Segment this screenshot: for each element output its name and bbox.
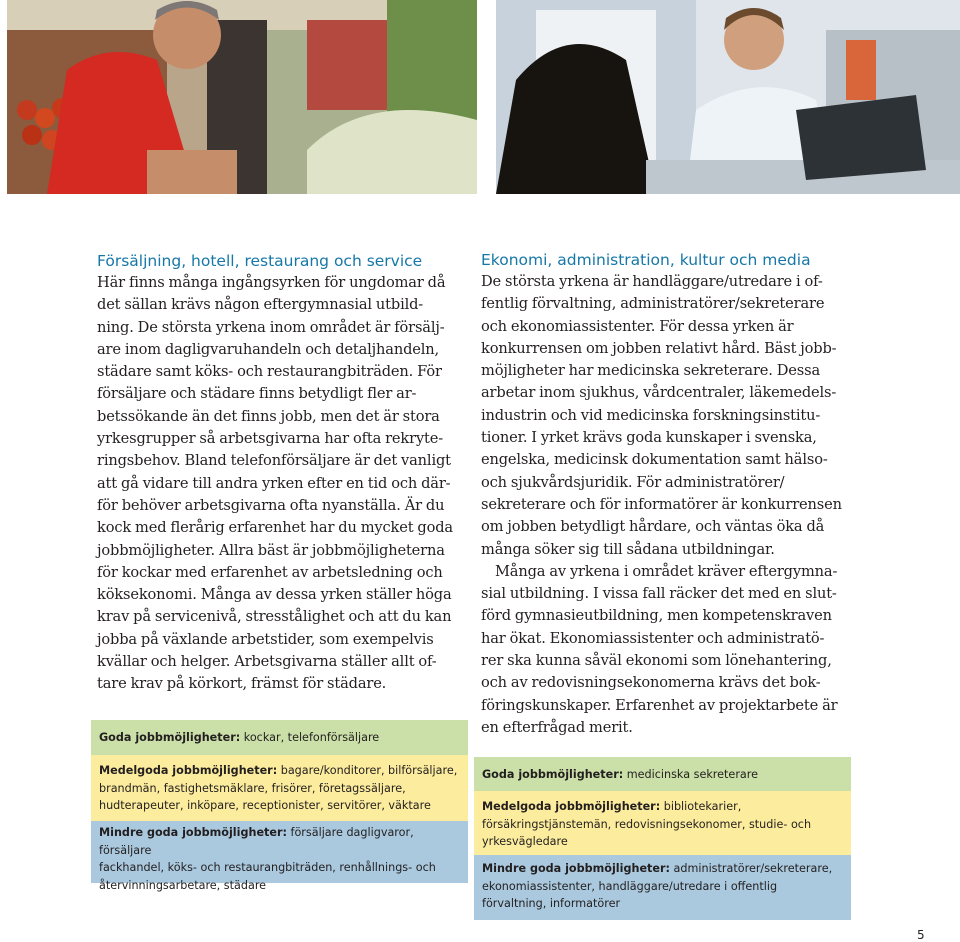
photo-office-reception bbox=[496, 0, 960, 194]
fewer-opportunities-box: Mindre goda jobbmöjligheter: administratörer/sekreterare, ekonomiassistenter, handläggare/utredare i offentlig förvaltning, informatörer bbox=[474, 855, 851, 920]
good-opportunities-box: Goda jobbmöjligheter: medicinska sekreterare bbox=[474, 757, 851, 791]
page-number: 5 bbox=[917, 928, 925, 942]
section-sales-hotel-restaurant bbox=[97, 250, 469, 696]
section-heading: Försäljning, hotell, restaurang och service bbox=[97, 252, 423, 270]
medium-opportunities-box: Medelgoda jobbmöjligheter: bibliotekarier, försäkringstjänstemän, redovisningsekonomer, studie- och yrkesvägledare bbox=[474, 791, 851, 855]
fewer-opportunities-box: Mindre goda jobbmöjligheter: försäljare dagligvaror, försäljare fackhandel, köks- och restaurangbiträden, renhållnings- och återvinningsarbetare, städare bbox=[91, 821, 468, 883]
photo-grocery-worker bbox=[7, 0, 477, 194]
section-body: Här finns många ingångsyrken för ungdomar då det sällan krävs någon eftergymnasial utbild- ning. De största yrkena inom området är försälj- are inom dagligvaruhandeln och detaljhandeln, städare samt köks- och restaurangbiträden. För försäljare och städare finns betydligt fler ar- betssökande än det finns jobb, men det är stora yrkesgrupper så arbetsgivarna har ofta rekryte- ringsbehov. Bland telefonförsäljare är det vanligt att gå vidare till andra yrken efter en tid och där- för behöver arbetsgivarna ofta nyanställa. Är du kock med flerårig erfarenhet har du mycket goda jobbmöjligheter. Allra bäst är jobbmöjligheterna för kockar med erfarenhet av arbetsledning och köksekonomi. Många av dessa yrken ställer höga krav på servicenivå, stresstålighet och att du kan jobba på växlande arbetstider, som exempelvis kvällar och helger. Arbetsgivarna ställer allt of- tare krav på körkort, främst för städare. bbox=[97, 274, 453, 693]
medium-opportunities-box: Medelgoda jobbmöjligheter: bagare/konditorer, bilförsäljare, brandmän, fastighetsmäklare, frisörer, företagssäljare, hudterapeuter, inköpare, receptionister, servitörer, väktare bbox=[91, 755, 468, 821]
section-economy-administration bbox=[481, 249, 851, 739]
section-body: De största yrkena är handläggare/utredare i of- fentlig förvaltning, administratörer/sekreterare och ekonomiassistenter. För dessa yrken är konkurrensen om jobben relativt hård. Bäst jobb- möjligheter har medicinska sekreterare. Dessa arbetar inom sjukhus, vårdcentraler, läkemedels- industrin och vid medicinska forskningsinstitu- tioner. I yrket krävs goda kunskaper i svenska, engelska, medicinsk dokumentation samt hälso- och sjukvårdsjuridik. För administratörer/ sekreterare och för informatörer är konkurrensen om jobben betydligt hårdare, och väntas öka då många söker sig till sådana utbildningar. Många av yrkena i området kräver eftergymna- sial utbildning. I vissa fall räcker det med en slut- förd gymnasieutbildning, men kompetenskraven har ökat. Ekonomiassistenter och administratö- rer ska kunna såväl ekonomi som lönehantering, och av redovisningsekonomerna krävs det bok- föringskunskaper. Erfarenhet av projektarbete är en efterfrågad merit. bbox=[481, 273, 842, 736]
good-opportunities-box: Goda jobbmöjligheter: kockar, telefonförsäljare bbox=[91, 720, 468, 755]
section-heading: Ekonomi, administration, kultur och media bbox=[481, 251, 811, 269]
